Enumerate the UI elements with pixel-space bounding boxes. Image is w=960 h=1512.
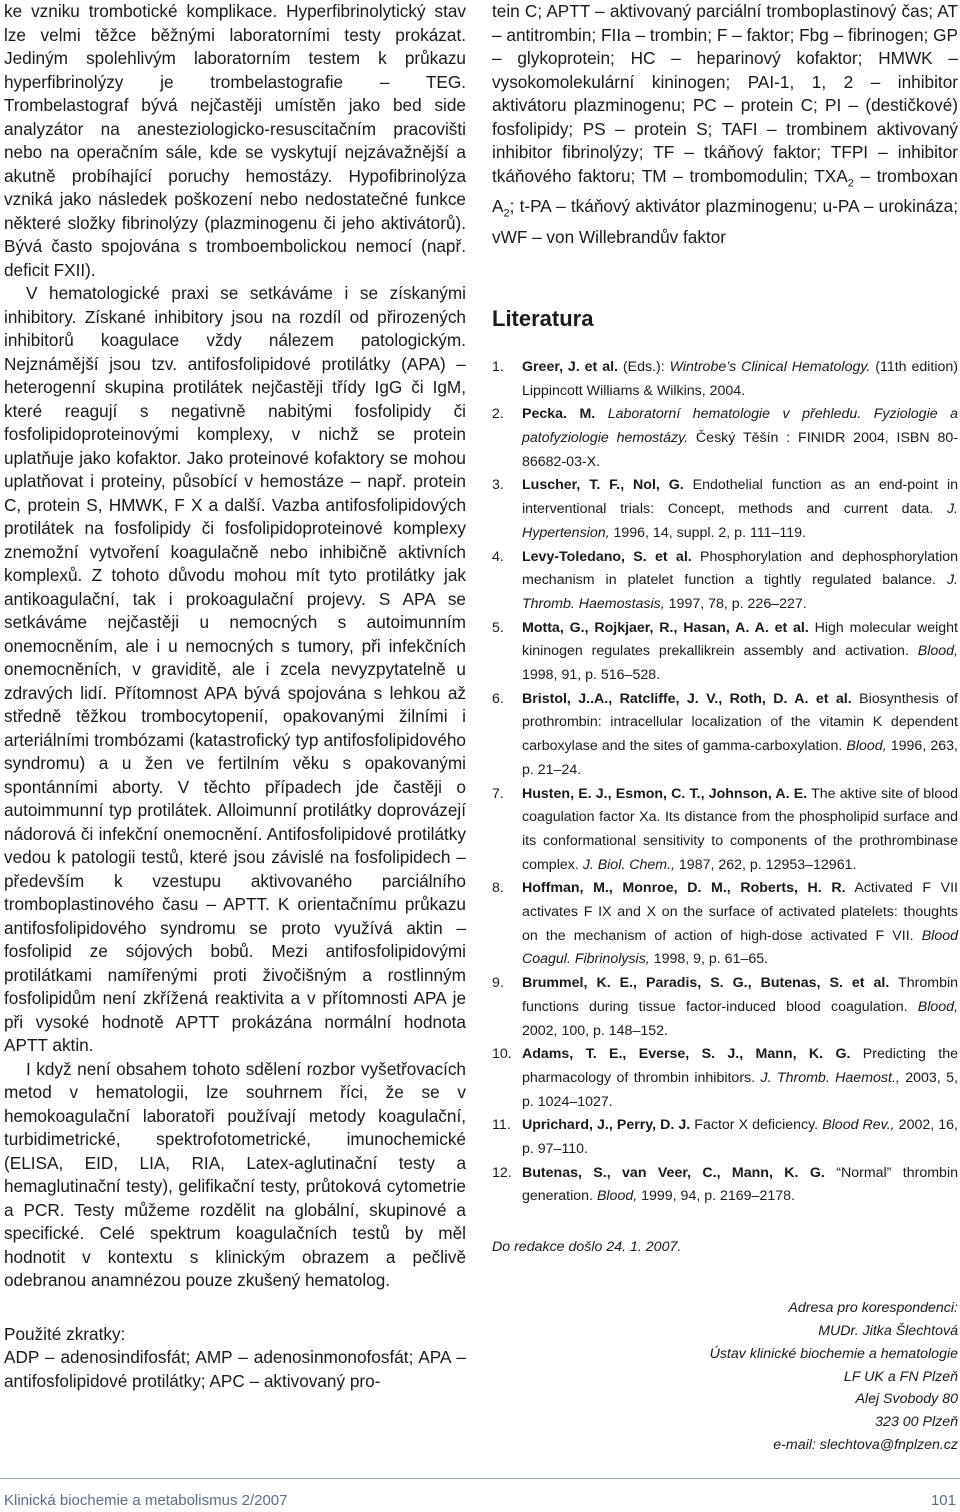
abbreviations-part-2: – tromboxan A: [492, 165, 958, 217]
reference-text: Thrombin functions during tissue factor-induced blood coagulation.: [522, 975, 959, 1015]
reference-number: 2.: [492, 406, 504, 423]
reference-source: 1996, 14, suppl. 2, p. 111–119.: [609, 524, 806, 541]
reference-item: [492, 1162, 958, 1209]
reference-text: Predicting the pharmacology of thrombin inhibitors.: [522, 1046, 958, 1086]
reference-text: [595, 406, 607, 422]
reference-title: Blood,: [917, 643, 958, 660]
reference-number: 6.: [492, 690, 504, 707]
reference-text: High molecular weight kininogen regulates prekallikrein assembly and activation.: [522, 619, 958, 660]
reference-title: Wintrobe’s Clinical Hematology.: [669, 358, 871, 375]
reference-number: 8.: [492, 880, 504, 897]
reference-body: [522, 1162, 958, 1209]
reference-authors: Husten, E. J., Esmon, C. T., Johnson, A. E.: [522, 785, 808, 802]
reference-number: 10.: [492, 1046, 512, 1063]
reference-source: 2002, 100, p. 148–152.: [522, 1022, 668, 1039]
reference-text: Endothelial function as an end-point in interventional trials: Concept, methods and current data.: [522, 477, 958, 518]
footer-divider: [0, 1478, 960, 1479]
reference-authors: Butenas, S., van Veer, C., Mann, K. G.: [522, 1164, 825, 1181]
reference-source: 1998, 9, p. 61–65.: [649, 951, 769, 968]
reference-text: The aktive site of blood coagulation factor Xa. Its distance from the phospholipid surface and its conformational sensitivity to components of the prothrombinase complex.: [522, 785, 958, 873]
literature-heading: Literatura: [492, 305, 594, 331]
reference-source: 1997, 78, p. 226–227.: [664, 595, 807, 612]
reference-body: [522, 688, 958, 783]
reference-item: [492, 688, 958, 783]
reference-item: [492, 783, 958, 878]
reference-number: 12.: [492, 1164, 512, 1181]
reference-authors: Adams, T. E., Everse, S. J., Mann, K. G.: [522, 1046, 851, 1063]
footer-page-number: 101: [930, 1492, 956, 1509]
reference-number: 9.: [492, 975, 504, 992]
reference-source: 2003, 5, p. 1024–1027.: [522, 1069, 958, 1110]
reference-text: (Eds.):: [617, 358, 670, 375]
body-paragraph-2: V hematologické praxi se setkáváme i se získanými inhibitory. Získané inhibitory jsou na rozdíl od přirozených inhibitorů koagulace vždy nálezem patologickým. Nejznámější jsou tzv. antifosfolipidové protilátky (APA) – heterogenní skupina protilátek nejčastěji třídy IgG či IgM, které reagují s negativně nabitými fosfolipidy či fosfolipidoproteinovými komplexy, v nichž se protein uplatňuje jako kofaktor. Jako proteinové kofaktory se mohou uplatňovat i proteiny, působící v hemostáze – např. protein C, protein S, HMWK, F X a další. Vazba antifosfolipidových protilátek na fosfolipidy či fosfolipidoproteinové komplexy znemožní vytvoření koagulačně nebo inhibičně aktivních komplexů. Z tohoto důvodu mohou mít tyto protilátky jak antikoagulační, tak i prokoagulační projevy. S APA se setkáváme nejčastěji u nemocných s autoimunním onemocněním, ale i u nemocných s tumory, při infekčních onemocněních, v graviditě, ale i zcela nevyzpytatelně u zdravých lidí. Přítomnost APA bývá spojována s lehkou až středně těžkou trombocytopenií, opakovanými žilními i arteriálními trombózami (katastrofický typ antifosfolipidového syndromu) a u žen ve fertilním věku s opakovanými spontánními aborty. V těchto případech jde častěji o autoimmunní typ protilátek. Alloimunní protilátky doprovázejí nádorová či infekční onemocnění. Antifosfolipidové protilátky vedou k patologii testů, které jsou závislé na fosfolipidech – především k vzestupu aktivovaného parciálního tromboplastinového času – APTT. K orientačnímu průkazu antifosfolipidového syndromu se proto využívá aktin – fosfolipid ze sójových bobů. Mezi antifosfolipidovými protilátkami namířenými proti živočišným a rostlinným fosfolipidům není zkřížená reaktivita a v přítomnosti APA je při vysoké hodnotě APTT prokázána normální hodnota APTT aktin.: [4, 283, 466, 1055]
abbreviations-text-left: ADP – adenosindifosfát; AMP – adenosinmonofosfát; APA – antifosfolipidové protilátky; APC – aktivovaný pro-: [4, 1347, 466, 1391]
reference-authors: Pecka. M.: [522, 406, 596, 423]
abbreviations-part-3: ; t-PA – tkáňový aktivátor plazminogenu; u-PA – urokináza; vWF – von Willebrandův faktor: [492, 196, 958, 248]
reference-source: 1987, 262, p. 12953–12961.: [674, 856, 857, 873]
reference-item: [492, 546, 958, 617]
reference-number: 3.: [492, 477, 504, 494]
reference-source: 1996, 263, p. 21–24.: [522, 738, 958, 778]
reference-title: J. Hypertension,: [522, 501, 958, 541]
reference-number: 7.: [492, 785, 504, 802]
reference-body: [522, 474, 958, 545]
reference-body: [522, 1114, 958, 1161]
reference-authors: Uprichard, J., Perry, D. J.: [522, 1117, 691, 1134]
reference-source: Český Těšín : FINIDR 2004, ISBN 80-86682-03-X.: [522, 429, 958, 470]
reference-body: [522, 783, 958, 878]
reference-text: Activated F VII activates F IX and X on the surface of activated platelets: thoughts on the mechanism of action of high-dose activated F VII.: [522, 880, 958, 944]
reference-text: Phosphorylation and dephosphorylation mechanism in platelet function a tightly regulated balance.: [522, 548, 958, 589]
reference-body: [522, 972, 958, 1043]
address-line: Ústav klinické biochemie a hematologie: [709, 1345, 958, 1362]
reference-body: [522, 403, 958, 474]
reference-item: [492, 877, 958, 972]
reference-authors: Luscher, T. F., Nol, G.: [522, 477, 684, 494]
reference-title: Blood,: [846, 738, 887, 755]
reference-body: [522, 356, 958, 403]
reference-title: Blood Rev.,: [822, 1117, 895, 1134]
abbreviations-part-1: tein C; APTT – aktivovaný parciální tromboplastinový čas; AT – antitrombin; FIIa – trombin; F – faktor; Fbg – fibrinogen; GP – glykoprotein; HC – heparinový kofaktor; HMWK – vysokomolekulární kininogen; PAI-1, 1, 2 – inhibitor aktivátoru plazminogenu; PC – protein C; PI – (destičkové) fosfolipidy; PS – protein S; TAFI – trombinem aktivovaný inhibitor fibrinolýzy; TF – tkáňový faktor; TFPI – inhibitor tkáňového faktoru; TM – trombomodulin; TXA: [492, 1, 958, 186]
reference-text: Factor X deficiency.: [690, 1117, 823, 1134]
address-line: e-mail: slechtova@fnplzen.cz: [773, 1436, 958, 1453]
reference-authors: Greer, J. et al.: [522, 358, 618, 375]
reference-body: [522, 1043, 958, 1114]
reference-source: 2002, 16, p. 97–110.: [522, 1117, 958, 1158]
reference-authors: Levy-Toledano, S. et al.: [522, 548, 692, 565]
address-line: MUDr. Jitka Šlechtová: [818, 1322, 958, 1339]
reference-item: [492, 1043, 958, 1114]
reference-text: Biosynthesis of prothrombin: intracellular localization of the vitamin K dependent carboxylase and the sites of gamma-carboxylation.: [522, 690, 958, 755]
reference-body: [522, 877, 958, 972]
correspondence-address: [492, 1297, 958, 1457]
reference-item: [492, 972, 958, 1043]
reference-number: 11.: [492, 1117, 511, 1134]
reference-number: 5.: [492, 619, 504, 636]
reference-authors: Brummel, K. E., Paradis, S. G., Butenas, S. et al.: [522, 975, 890, 992]
abbreviations-subscript-2: 2: [503, 207, 510, 220]
reference-source: 1999, 94, p. 2169–2178.: [637, 1188, 795, 1205]
abbreviations-subscript-1: 2: [847, 176, 854, 189]
reference-source: (11th edition) Lippincott Williams & Wilkins, 2004.: [522, 358, 958, 399]
received-date: Do redakce došlo 24. 1. 2007.: [492, 1239, 682, 1256]
reference-item: [492, 474, 958, 545]
reference-authors: Bristol, J..A., Ratcliffe, J. V., Roth, D. A. et al.: [522, 690, 852, 707]
address-line: LF UK a FN Plzeň: [843, 1368, 958, 1385]
abbreviations-title: Použité zkratky:: [4, 1323, 126, 1344]
address-line: Adresa pro korespondenci:: [788, 1300, 958, 1317]
reference-title: J. Biol. Chem.,: [582, 856, 675, 873]
reference-text: “Normal” thrombin generation.: [522, 1164, 958, 1205]
reference-title: Laboratorní hematologie v přehledu. Fyziologie a patofyziologie hemostázy.: [522, 406, 958, 446]
reference-item: [492, 617, 958, 688]
body-paragraph-3: I když není obsahem tohoto sdělení rozbor vyšetřovacích metod v hematologii, lze souhrnem říci, že se v hemokoagulační laboratoři používají metody koagulační, turbidimetrické, spektrofotometrické, imunochemické (ELISA, EID, LIA, RIA, Latex-aglutinační testy a hemaglutinační testy), gelifikační testy, průtoková cytometrie a PCR. Testy můžeme rozdělit na globální, skupinové a specifické. Celé spektrum koagulačních testů by měl hodnotit v kontextu s klinickým obrazem a pečlivě odebranou anamnézou pouze zkušený hematolog.: [4, 1058, 466, 1290]
reference-source: 1998, 91, p. 516–528.: [522, 667, 661, 684]
body-paragraph-1: ke vzniku trombotické komplikace. Hyperfibrinolytický stav lze velmi těžce běžnými laboratorními testy prokázat. Jediným spolehlivým laboratorním testem k průkazu hyperfibrinolýzy je trombelastografie – TEG. Trombelastograf bývá nejčastěji umístěn jako bed side analyzátor na anesteziologicko-resuscitačním pracovišti nebo na operačním sále, kde se vyskytují nejzávažnější a akutně probíhající poruchy hemostázy. Hypofibrinolýza vzniká jako následek poškození nebo nedostatečné funkce některé složky fibrinolýzy (plazminogenu či jeho aktivátorů). Bývá často spojována s tromboembolickou nemocí (např. deficit FXII).: [4, 1, 466, 280]
reference-list: [492, 356, 958, 1209]
reference-body: [522, 546, 958, 617]
right-column: [492, 0, 958, 1457]
reference-authors: Hoffman, M., Monroe, D. M., Roberts, H. R.: [522, 880, 846, 897]
reference-title: Blood,: [917, 998, 958, 1015]
reference-title: Blood,: [596, 1188, 638, 1205]
reference-body: [522, 617, 958, 688]
reference-item: [492, 403, 958, 474]
address-line: Alej Svobody 80: [855, 1391, 958, 1408]
footer-journal: Klinická biochemie a metabolismus 2/2007: [4, 1492, 288, 1509]
address-line: 323 00 Plzeň: [875, 1414, 958, 1431]
reference-title: J. Thromb. Haemost.,: [760, 1069, 900, 1086]
reference-number: 4.: [492, 548, 504, 565]
reference-title: Blood Coagul. Fibrinolysis,: [522, 927, 958, 968]
reference-title: J. Thromb. Haemostasis,: [522, 572, 958, 612]
reference-item: [492, 1114, 958, 1161]
abbreviations-text-right: [492, 0, 958, 250]
reference-item: [492, 356, 958, 403]
reference-number: 1.: [492, 358, 504, 375]
reference-authors: Motta, G., Rojkjaer, R., Hasan, A. A. et al.: [522, 619, 809, 636]
left-column: [4, 0, 466, 1393]
